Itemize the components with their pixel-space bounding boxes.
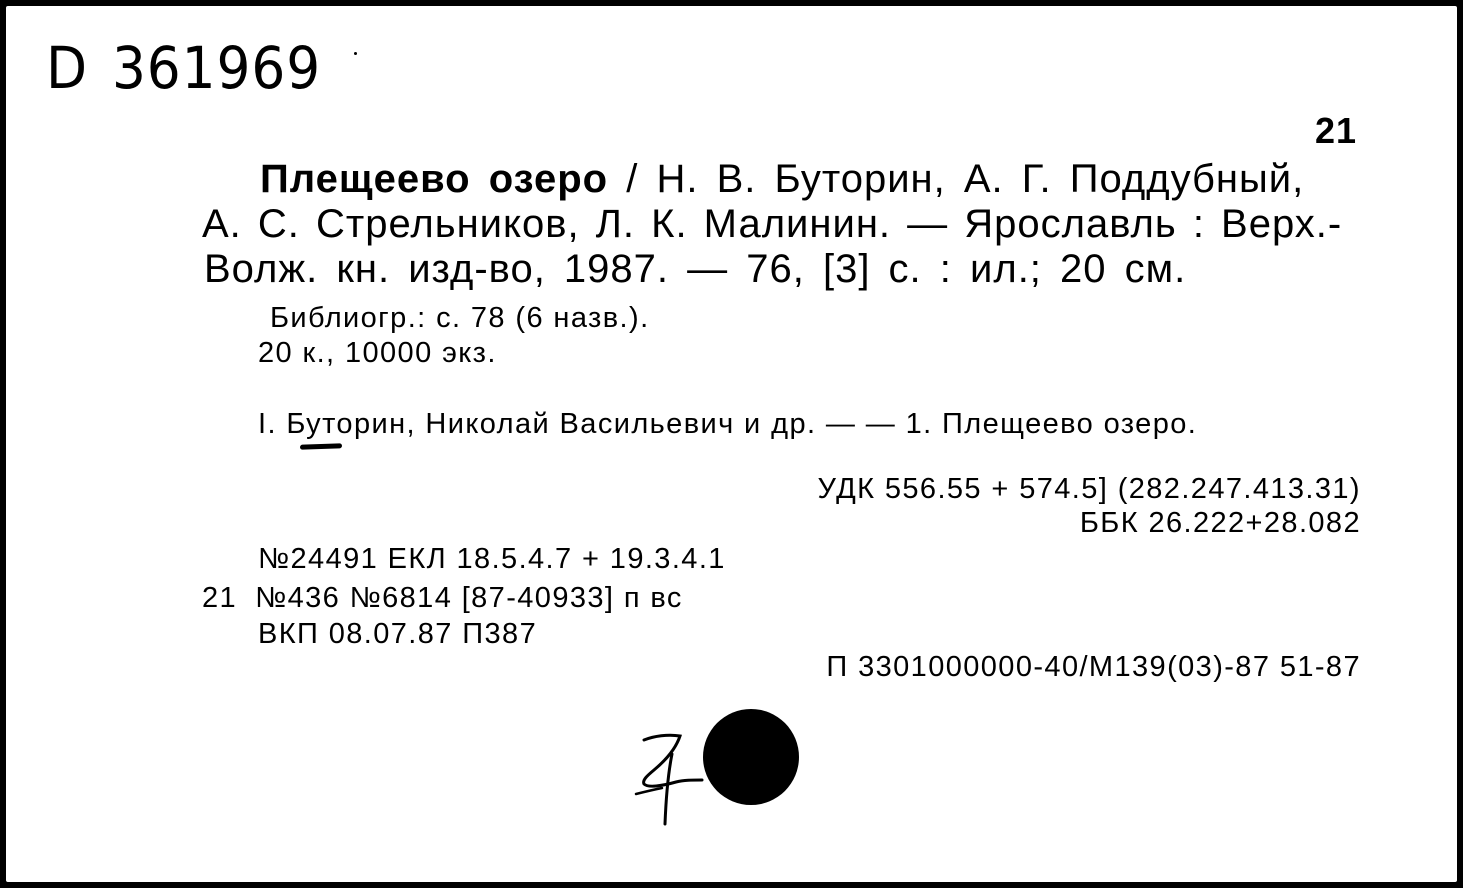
bbk-code: ББК 26.222+28.082 [1079, 507, 1361, 539]
registry-line-3: ВКП 08.07.87 П387 [258, 618, 538, 650]
description-line-2: А. С. Стрельников, Л. К. Малинин. — Ярославль : Верх.- [202, 202, 1343, 246]
book-title: Плещеево озеро [260, 157, 609, 201]
handwritten-seven-mark [632, 714, 712, 826]
registry-mark: 21 [202, 582, 238, 614]
catalog-card [6, 6, 1457, 882]
registry-line-2 [202, 582, 683, 615]
bibliography-note: Библиогр.: с. 78 (6 назв.). [270, 302, 650, 334]
speck [354, 52, 357, 55]
authors-statement: / Н. В. Буторин, А. Г. Поддубный, [608, 157, 1305, 201]
shelfmark [46, 34, 321, 102]
price-copies-note: 20 к., 10000 экз. [258, 337, 497, 369]
udc-code: УДК 556.55 + 574.5] (282.247.413.31) [817, 473, 1361, 505]
pencil-underline [300, 443, 342, 449]
tracing-line: I. Буторин, Николай Васильевич и др. — — 1. Плещеево озеро. [258, 408, 1198, 440]
registry-line-1: №24491 ЕКЛ 18.5.4.7 + 19.3.4.1 [258, 543, 726, 575]
shelfmark-prefix: D [46, 34, 89, 102]
shelfmark-number: 361969 [111, 34, 322, 102]
punched-dot [703, 709, 799, 805]
description-line-1 [260, 157, 1304, 202]
description-line-3: Волж. кн. изд-во, 1987. — 76, [3] с. : ил.; 20 см. [204, 247, 1187, 291]
registry-line-2-text: №436 №6814 [87-40933] п вс [255, 582, 683, 614]
card-number: 21 [1314, 110, 1357, 151]
publisher-code: П 3301000000-40/М139(03)-87 51-87 [826, 651, 1361, 683]
